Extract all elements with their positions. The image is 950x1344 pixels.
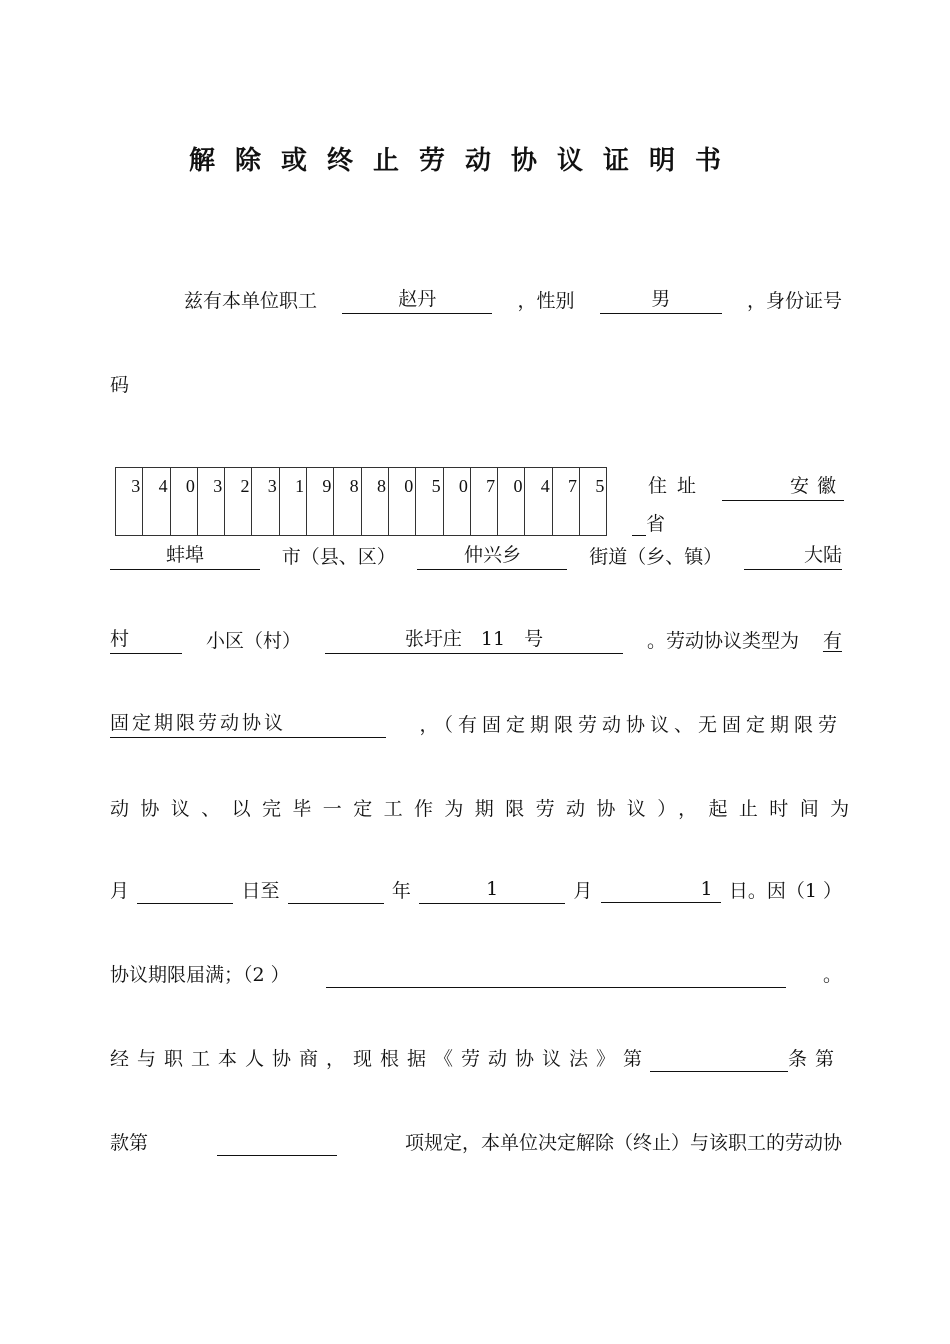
end-month-field: 1 [419,876,565,904]
article-field [650,1044,788,1072]
employee-name-field: 赵丹 [342,286,492,314]
address-label: 住址 [648,475,707,497]
street-field: 仲兴乡 [417,542,567,570]
id-digit-cell: 3 [252,468,279,536]
paragraph-line-6 [110,710,842,740]
id-digit-cell: 7 [470,468,497,536]
gender-label: ，性别 [517,290,575,312]
id-digit-cell: 4 [143,468,170,536]
clause-field [217,1128,337,1156]
house-number-field: 张圩庄 11 号 [325,626,623,654]
clause-label: 款第 [110,1132,149,1154]
reason-label: 日。因（1 ） [728,880,842,902]
paragraph-line-11 [110,1128,842,1158]
decision-text: 项规定，本单位决定解除（终止）与该职工的劳动协 [404,1132,842,1154]
id-digit-cell: 5 [580,468,607,536]
id-digit-cell: 7 [552,468,579,536]
address-province-suffix [632,509,665,536]
id-digit-cell: 2 [225,468,252,536]
year-label: 年 [391,880,411,902]
start-day-field [137,876,233,904]
end-year-field [288,876,384,904]
contract-type-label: 。劳动协议类型为 [646,630,799,652]
street-suffix: 街道（乡、镇） [589,546,723,568]
paragraph-line-9 [110,960,842,990]
month-label-2: 月 [573,880,593,902]
paragraph-line-2 [110,370,842,400]
address-line-province [648,471,845,501]
paragraph-line-8 [110,876,842,906]
paragraph-line-5 [110,626,842,656]
day-to-label: 日至 [241,880,280,902]
law-reference-text: 经与职工本人协商，现根据《劳动协议法》第 [110,1048,651,1070]
contract-type-field: 有 [822,630,842,652]
city-field: 蚌埠 [110,542,260,570]
id-number-grid [115,467,607,536]
reason-end: 。 [822,964,842,986]
id-digit-cell: 0 [170,468,197,536]
id-digit-cell: 8 [334,468,361,536]
end-day-field: 1 [601,876,721,903]
id-digit-cell: 0 [443,468,470,536]
id-digit-cell: 1 [279,468,306,536]
id-digit-cell: 9 [307,468,334,536]
month-label: 月 [110,880,130,902]
document-title: 解除或终止劳动协议证明书 [188,146,741,176]
id-digit-cell: 0 [388,468,415,536]
id-digit-cell: 5 [416,468,443,536]
contract-type-options-cont: 动协议、以完毕一定工作为期限劳动协议），起止时间为 [110,798,861,820]
id-digit-cell: 3 [197,468,224,536]
contract-type-field-cont: 固定期限劳动协议 [110,710,386,738]
id-digit-cell: 8 [361,468,388,536]
id-number-label: ，身份证号 [746,290,842,312]
province-field: 安徽 [722,473,844,501]
community-suffix: 小区（村） [205,630,301,652]
contract-type-options: ，（有固定期限劳动协议、无固定期限劳 [419,714,842,736]
id-number-label-cont: 码 [110,374,135,396]
paragraph-line-4 [110,542,842,572]
paragraph-line-1 [110,286,842,316]
province-suffix: 省 [646,513,666,535]
id-digit-cell: 0 [498,468,525,536]
paragraph-line-10 [110,1044,842,1074]
article-suffix: 条第 [787,1048,842,1070]
reason-text: 协议期限届满；（2 ） [110,964,290,986]
city-suffix: 市（县、区） [281,546,396,568]
paragraph-line-7 [110,794,861,824]
intro-text: 兹有本单位职工 [184,290,318,312]
gender-field: 男 [600,286,722,314]
reason-2-field [326,960,786,988]
id-digit-cell: 3 [116,468,143,536]
id-digit-cell: 4 [525,468,552,536]
village-field-cont: 村 [110,626,182,654]
village-field: 大陆 [744,542,842,570]
